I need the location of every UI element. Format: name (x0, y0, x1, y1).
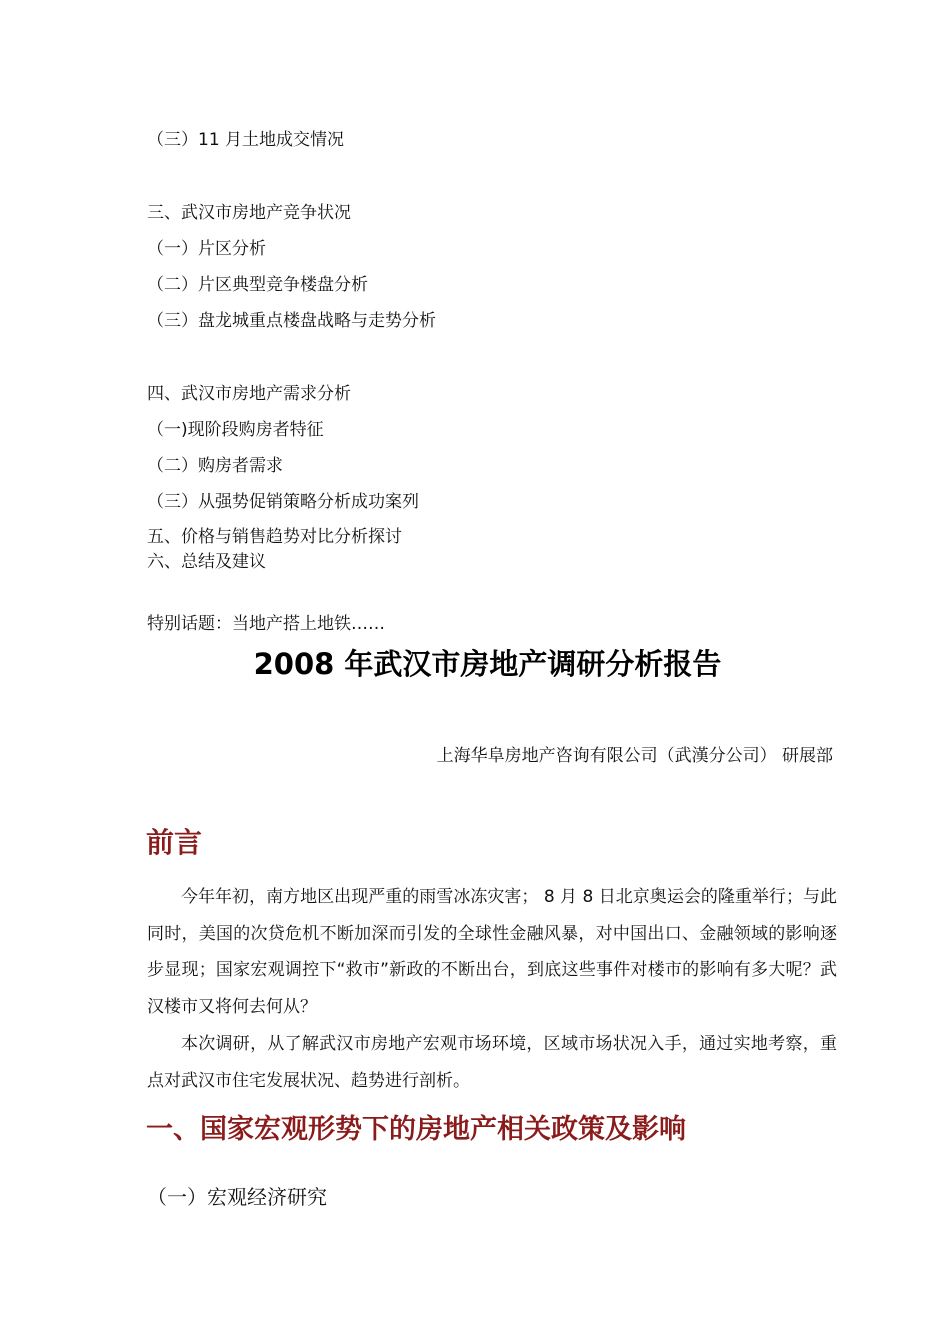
preface-heading: 前言 (146, 826, 203, 859)
report-title: 2008 年武汉市房地产调研分析报告 (253, 647, 722, 681)
toc-item: （三）盘龙城重点楼盘战略与走势分析 (147, 311, 436, 331)
toc-item: （一）片区分析 (147, 239, 266, 259)
toc-item: （二）片区典型竞争楼盘分析 (147, 275, 368, 295)
preface-paragraph: 今年年初，南方地区出现严重的雨雪冰冻灾害； 8 月 8 日北京奥运会的隆重举行；与此同时，美国的次贷危机不断加深而引发的全球性金融风暴，对中国出口、金融领域的影响逐步显现；国家宏观调控下“救市”新政的不断出台，到底这些事件对楼市的影响有多大呢？武汉楼市又将何去何从？ (147, 887, 837, 1017)
toc-item: 五、价格与销售趋势对比分析探讨 (147, 527, 402, 547)
section-heading: 一、国家宏观形势下的房地产相关政策及影响 (146, 1114, 686, 1145)
toc-item: （一)现阶段购房者特征 (147, 420, 324, 440)
organization-line: 上海华阜房地产咨询有限公司（武漢分公司） 研展部 (436, 746, 833, 766)
toc-item: （三）11 月土地成交情况 (147, 130, 345, 150)
toc-item: 六、总结及建议 (147, 552, 266, 572)
preface-paragraph: 本次调研，从了解武汉市房地产宏观市场环境，区域市场状况入手，通过实地考察，重点对武汉市住宅发展状况、趋势进行剖析。 (147, 1034, 837, 1091)
special-topic: 特别话题：当地产搭上地铁…… (147, 614, 385, 634)
toc-item: （二）购房者需求 (147, 456, 283, 476)
toc-item: （三）从强势促销策略分析成功案列 (147, 492, 419, 512)
sub-heading: （一）宏观经济研究 (147, 1185, 327, 1209)
toc-item: 四、武汉市房地产需求分析 (147, 384, 351, 404)
toc-item: 三、武汉市房地产竞争状况 (147, 203, 351, 223)
